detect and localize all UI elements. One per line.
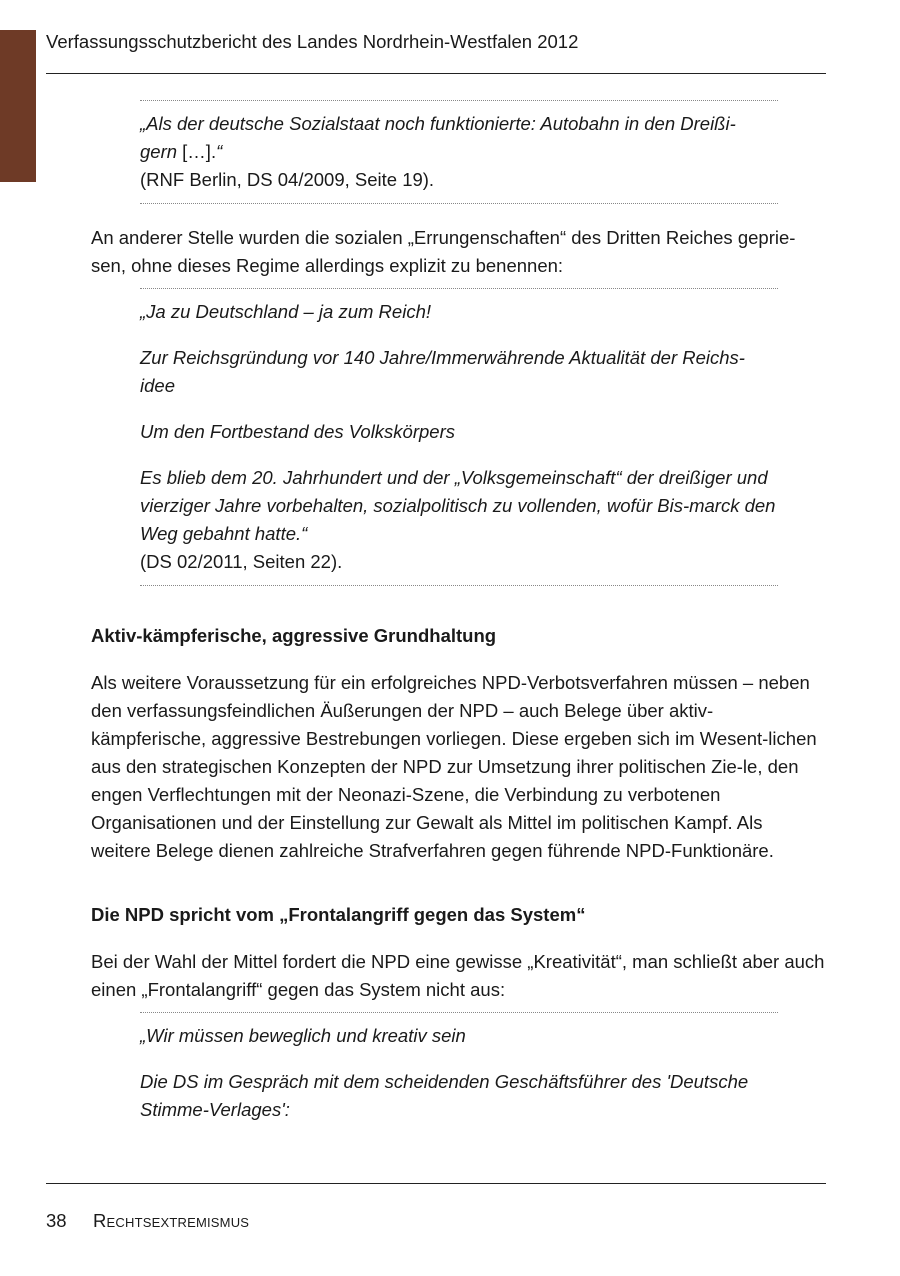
running-header-title: Verfassungsschutzbericht des Landes Nordrhein-Westfalen 2012 — [46, 31, 579, 52]
page-number: 38 — [46, 1210, 67, 1231]
section-heading-2: Die NPD spricht vom „Frontalangriff gegen das System“ — [91, 904, 586, 925]
quote-2-p3: Um den Fortbestand des Volkskörpers — [140, 421, 455, 442]
paragraph-3: Bei der Wahl der Mittel fordert die NPD eine gewisse „Kreativität“, man schließt aber auch einen „Frontalangriff“ gegen das System nicht aus: — [91, 951, 825, 1000]
quote-2-p4: Es blieb dem 20. Jahrhundert und der „Volksgemeinschaft“ der dreißiger und vierziger Jahre vorbehalten, sozialpolitisch zu vollenden, wofür Bis-marck den Weg gebahnt hatte.“ — [140, 467, 776, 544]
page-content — [91, 100, 827, 1133]
quote-3-p1: „Wir müssen beweglich und kreativ sein — [140, 1025, 466, 1046]
quote-1-line-a: „Als der deutsche Sozialstaat noch funktionierte: Autobahn in den Dreißi- — [140, 113, 736, 134]
quote-block-3 — [140, 1012, 778, 1133]
paragraph-2: Als weitere Voraussetzung für ein erfolgreiches NPD-Verbotsverfahren müssen – neben den verfassungsfeindlichen Äußerungen der NPD – auch Belege über aktiv-kämpferische, aggressive Bestrebungen vorliegen. Diese ergeben sich im Wesent-lichen aus den strategischen Konzepten der NPD zur Umsetzung ihrer politischen Zie-le, den engen Verflechtungen mit der Neonazi-Szene, die Verbindung zu verbotenen Organisationen und der Einstellung zur Gewalt als Mittel im politischen Kampf. Als weitere Belege dienen zahlreiche Strafverfahren gegen führende NPD-Funktionäre. — [91, 672, 817, 861]
quote-2-p1: „Ja zu Deutschland – ja zum Reich! — [140, 301, 431, 322]
footer-rule — [46, 1183, 826, 1184]
quote-3-p2: Die DS im Gespräch mit dem scheidenden Geschäftsführer des 'Deutsche Stimme-Verlages': — [140, 1071, 749, 1120]
quote-1-source: (RNF Berlin, DS 04/2009, Seite 19). — [140, 169, 435, 190]
quote-1-line-b-normal: […]. — [177, 141, 217, 162]
quote-1-line-b-close: “ — [216, 141, 223, 162]
chapter-color-tab — [0, 30, 36, 182]
quote-2-p2: Zur Reichsgründung vor 140 Jahre/Immerwährende Aktualität der Reichs-idee — [140, 347, 745, 396]
header-rule — [46, 73, 826, 74]
quote-1-text — [140, 110, 778, 194]
quote-1-line-b-italic: gern — [140, 141, 178, 162]
paragraph-1: An anderer Stelle wurden die sozialen „Errungenschaften“ des Dritten Reiches geprie-sen, ohne dieses Regime allerdings explizit zu benennen: — [91, 227, 796, 276]
section-heading-1: Aktiv-kämpferische, aggressive Grundhaltung — [91, 625, 497, 646]
quote-2-source: (DS 02/2011, Seiten 22). — [140, 551, 343, 572]
footer-section-name: Rechtsextremismus — [93, 1210, 250, 1231]
quote-block-1 — [140, 100, 778, 204]
quote-2-p4-wrap — [140, 464, 778, 576]
quote-block-2 — [140, 288, 778, 586]
